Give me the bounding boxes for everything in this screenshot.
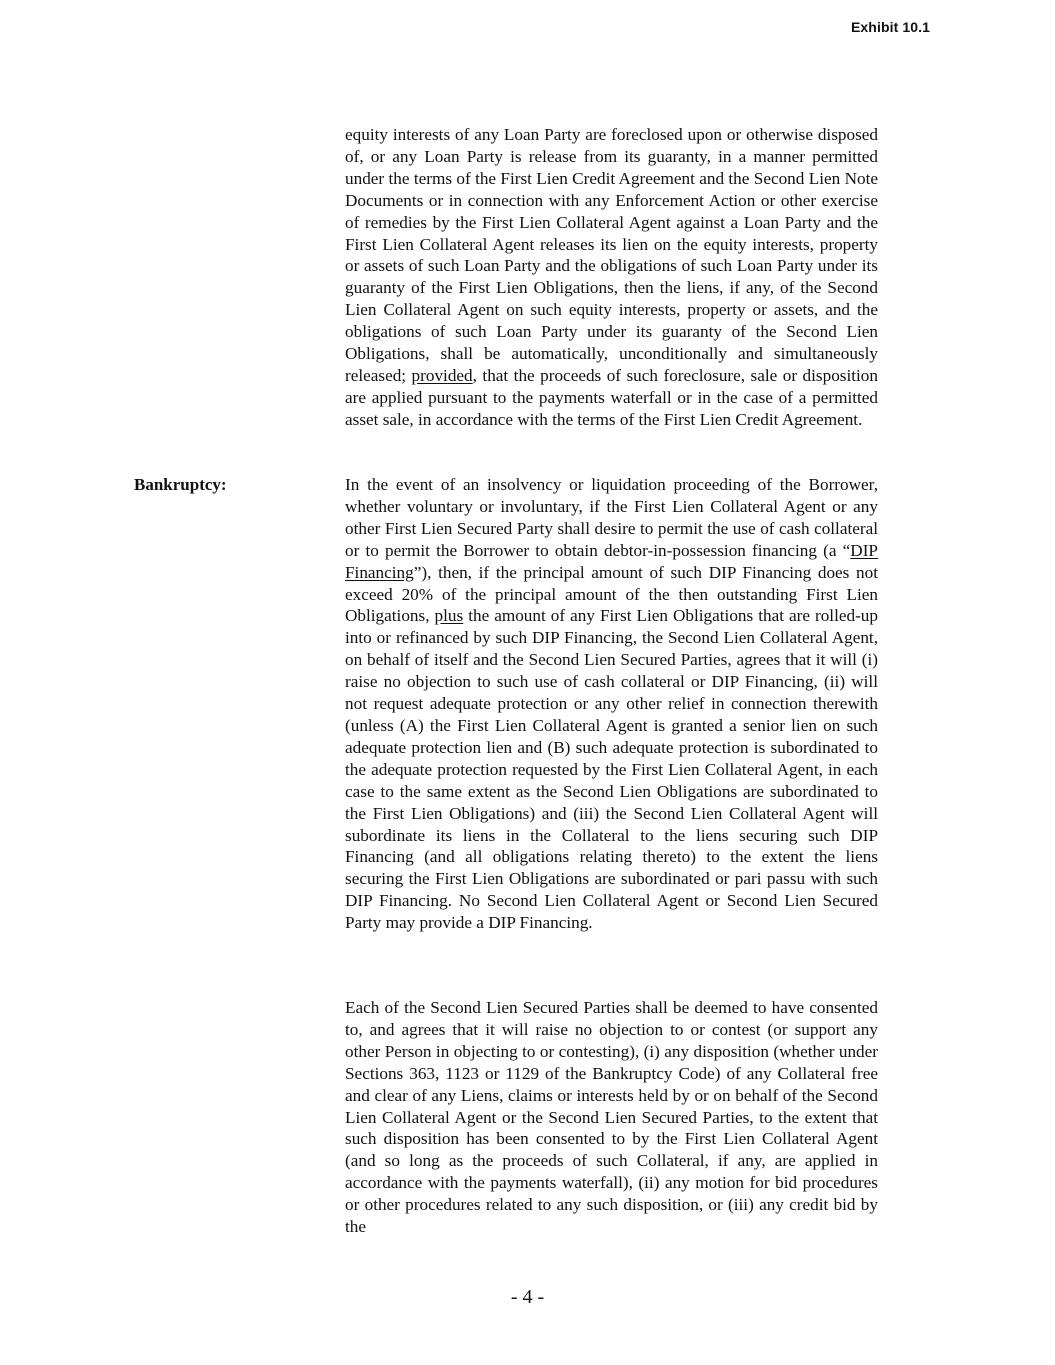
- bankruptcy-paragraph-2: Each of the Second Lien Secured Parties shall be deemed to have consented to, and agrees that it will raise no objection to or contest (or support any other Person in objecting to or contesting), (i) any disposition (whether under Sections 363, 1123 or 1129 of the Bankruptcy Code) of any Collateral free and clear of any Liens, claims or interests held by or on behalf of the Second Lien Collateral Agent or the Second Lien Secured Parties, to the extent that such disposition has been consented to by the First Lien Collateral Agent (and so long as the proceeds of such Collateral, if any, are applied in accordance with the payments waterfall), (ii) any motion for bid procedures or other procedures related to any such disposition, or (iii) any credit bid by the: [345, 998, 878, 1237]
- dip-financing-term: DIP Financing: [345, 540, 878, 582]
- section-heading-bankruptcy: Bankruptcy:: [134, 475, 227, 494]
- bankruptcy-paragraph-1: [345, 474, 878, 934]
- bankruptcy-text-part-3: the amount of any First Lien Obligations that are rolled-up into or refinanced by such DIP Financing, the Second Lien Collateral Agent, on behalf of itself and the Second Lien Secured Parties, agrees that it will (i) raise no objection to such use of cash collateral or DIP Financing, (ii) will not request adequate protection or any other relief in connection therewith (unless (A) the First Lien Collateral Agent is granted a senior lien on such adequate protection lien and (B) such adequate protection is subordinated to the adequate protection requested by the First Lien Collateral Agent, in each case to the same extent as the Second Lien Obligations are subordinated to the First Lien Obligations) and (iii) the Second Lien Collateral Agent will subordinate its liens in the Collateral to the liens securing such DIP Financing (and all obligations relating thereto) to the extent the liens securing the First Lien Obligations are subordinated or pari passu with such DIP Financing. No Second Lien Collateral Agent or Second Lien Secured Party may provide a DIP Financing.: [345, 606, 878, 933]
- exhibit-label: Exhibit 10.1: [850, 19, 930, 35]
- release-paragraph: [345, 124, 878, 431]
- release-text-part-1: equity interests of any Loan Party are foreclosed upon or otherwise disposed of, or any Loan Party is release from its guaranty, in a manner permitted under the terms of the First Lien Credit Agreement and the Second Lien Note Documents or in connection with any Enforcement Action or other exercise of remedies by the First Lien Collateral Agent against a Loan Party and the First Lien Collateral Agent releases its lien on the equity interests, property or assets of such Loan Party and the obligations of such Loan Party under its guaranty of the First Lien Obligations, then the liens, if any, of the Second Lien Collateral Agent on such equity interests, property or assets, and the obligations of such Loan Party under its guaranty of the Second Lien Obligations, shall be automatically, unconditionally and simultaneously released;: [345, 125, 878, 385]
- release-text-part-2: , that the proceeds of such foreclosure, sale or disposition are applied pursuant to the payments waterfall or in the case of a permitted asset sale, in accordance with the terms of the First Lien Credit Agreement.: [345, 365, 878, 429]
- bankruptcy-text-part-2: ”), then, if the principal amount of such DIP Financing does not exceed 20% of the principal amount of the then outstanding First Lien Obligations,: [345, 562, 878, 626]
- bankruptcy-text-part-1: In the event of an insolvency or liquidation proceeding of the Borrower, whether voluntary or involuntary, if the First Lien Collateral Agent or any other First Lien Secured Party shall desire to permit the use of cash collateral or to permit the Borrower to obtain debtor-in-possession financing (a “: [345, 475, 878, 560]
- provided-term: provided: [411, 365, 473, 385]
- page-number: - 4 -: [510, 1286, 545, 1308]
- plus-term: plus: [434, 606, 464, 626]
